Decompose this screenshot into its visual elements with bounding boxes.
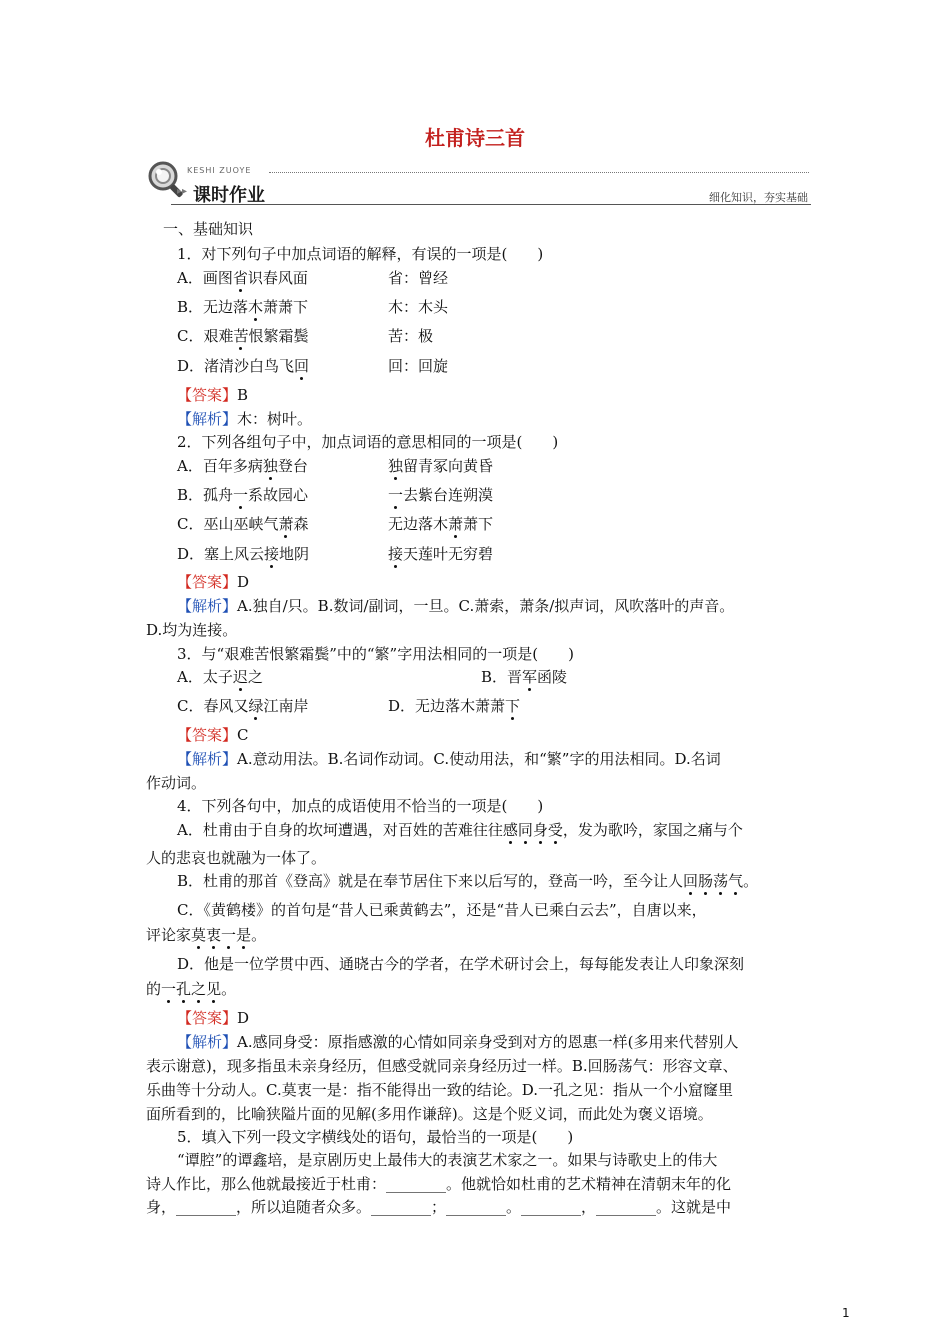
header-arrows: ▸▸	[177, 186, 188, 197]
q4-dotted-idiom-a	[503, 821, 563, 839]
emphasis-char: 气	[728, 872, 744, 890]
q4-option-c-line2: 评论家莫衷一是。	[146, 926, 267, 944]
q4-analysis-line3: 乐曲等十分动人。C.莫衷一是：指不能得出一致的结论。D.一孔之见：指从一个小窟窿里	[146, 1081, 733, 1099]
emphasis-char: 回	[683, 872, 699, 890]
q2-option-d-right: 接天莲叶无穷碧	[388, 545, 494, 563]
q2-option-b-left: B．孤舟一系故园心	[177, 486, 309, 504]
section-header	[143, 158, 810, 208]
q3-option-d: D．无边落木萧萧下	[388, 697, 521, 715]
q4-option-c-line1: C．《黄鹤楼》的首句是“昔人已乘黄鹤去”，还是“昔人已乘白云去”，自唐以来，	[177, 901, 707, 919]
emphasis-char: 感	[502, 821, 518, 839]
q1-option-d: D．渚清沙白鸟飞回	[177, 357, 310, 375]
q4-option-a-line1: A．杜甫由于自身的坎坷遭遇，对百姓的苦难往往感同身受，发为歌吟，家国之痛与个	[177, 821, 743, 839]
q5-paragraph-line3: 身，________，所以追随者众多。________；________。________，________。这就是中	[146, 1198, 732, 1216]
q1-option-b: B．无边落木萧萧下	[177, 298, 309, 316]
header-tagline: 细化知识，夯实基础	[709, 191, 808, 204]
emphasis-char: 身	[532, 821, 548, 839]
q1-option-c: C．艰难苦恨繁霜鬓	[177, 327, 309, 345]
header-label: 课时作业	[193, 185, 265, 206]
q4-analysis-line1: 【解析】A.感同身受：原指感激的心情如同亲身受到对方的恩惠一样(多用来代替别人	[177, 1033, 739, 1051]
emphasis-char: 一	[221, 926, 237, 944]
q2-option-a-left: A．百年多病独登台	[177, 457, 308, 475]
q4-analysis-line2: 表示谢意)，现多指虽未亲身经历，但感受就同亲身经历过一样。B.回肠荡气：形容文章、	[146, 1057, 738, 1075]
q4-option-d-line1: D．他是一位学贯中西、通晓古今的学者，在学术研讨会上，每每能发表让人印象深刻	[177, 955, 745, 973]
q5-stem: 5．填入下列一段文字横线处的语句，最恰当的一项是( )	[177, 1128, 574, 1146]
q1-analysis: 【解析】木：树叶。	[177, 410, 313, 428]
q1-option-a: A．画图省识春风面	[177, 269, 308, 287]
q4-analysis-line4: 面所看到的，比喻狭隘片面的见解(多用作谦辞)。这是个贬义词，而此处为褒义语境。	[146, 1105, 713, 1123]
q2-answer: 【答案】D	[177, 573, 250, 591]
q1-option-c-explanation: 苦：极	[388, 327, 434, 345]
q1-option-a-explanation: 省：曾经	[388, 269, 449, 287]
q5-paragraph-line1: “谭腔”的谭鑫培，是京剧历史上最伟大的表演艺术家之一。如果与诗歌史上的伟大	[177, 1151, 718, 1169]
q1-answer: 【答案】B	[177, 386, 249, 404]
q3-option-a: A．太子迟之	[177, 668, 263, 686]
q3-option-c: C．春风又绿江南岸	[177, 697, 309, 715]
header-pinyin: KESHI ZUOYE	[187, 166, 252, 175]
q2-analysis-line1: 【解析】A.独自/只。B.数词/副词，一旦。C.萧索，萧条/拟声词，风吹落叶的声音。	[177, 597, 735, 615]
q3-stem: 3．与“艰难苦恨繁霜鬓”中的“繁”字用法相同的一项是( )	[177, 645, 574, 663]
emphasis-char: 荡	[713, 872, 729, 890]
emphasis-char: 是	[236, 926, 252, 944]
q4-option-d-line2: 的一孔之见。	[146, 980, 237, 998]
q2-analysis-line2: D.均为连接。	[146, 621, 238, 639]
q3-answer: 【答案】C	[177, 726, 249, 744]
q4-stem: 4．下列各句中，加点的成语使用不恰当的一项是( )	[177, 797, 544, 815]
q1-option-d-explanation: 回：回旋	[388, 357, 449, 375]
q2-option-c-right: 无边落木萧萧下	[388, 515, 494, 533]
emphasis-char: 同	[517, 821, 533, 839]
q3-analysis-line1: 【解析】A.意动用法。B.名词作动词。C.使动用法，和“繁”字的用法相同。D.名词	[177, 750, 721, 768]
q1-stem: 1．对下列句子中加点词语的解释，有误的一项是( )	[177, 245, 544, 263]
q4-option-a-line2: 人的悲哀也就融为一体了。	[146, 849, 327, 867]
page-number: 1	[842, 1306, 850, 1320]
q2-option-a-right: 独留青冢向黄昏	[388, 457, 494, 475]
emphasis-char: 衷	[206, 926, 222, 944]
q2-stem: 2．下列各组句子中，加点词语的意思相同的一项是( )	[177, 433, 559, 451]
header-dotted-rule	[269, 172, 809, 173]
emphasis-char: 孔	[176, 980, 192, 998]
q2-option-b-right: 一去紫台连朔漠	[388, 486, 494, 504]
emphasis-char: 莫	[191, 926, 207, 944]
q3-option-b: B．晋军函陵	[481, 668, 568, 686]
q2-option-d-left: D．塞上风云接地阴	[177, 545, 310, 563]
section-heading: 一、基础知识	[163, 220, 254, 238]
emphasis-char: 一	[161, 980, 177, 998]
q4-option-b: B．杜甫的那首《登高》就是在奉节居住下来以后写的，登高一吟，至今让人回肠荡气。	[177, 872, 759, 890]
emphasis-char: 肠	[698, 872, 714, 890]
emphasis-char: 受	[547, 821, 563, 839]
q1-option-b-explanation: 木：木头	[388, 298, 449, 316]
q2-option-c-left: C．巫山巫峡气萧森	[177, 515, 309, 533]
emphasis-char: 见	[206, 980, 222, 998]
q4-answer: 【答案】D	[177, 1009, 250, 1027]
q5-paragraph-line2: 诗人作比，那么他就最接近于杜甫：________。他就恰如杜甫的艺术精神在清朝末年的化	[146, 1175, 732, 1193]
header-rule	[171, 204, 811, 205]
q3-analysis-line2: 作动词。	[146, 774, 207, 792]
emphasis-char: 之	[191, 980, 207, 998]
page-title: 杜甫诗三首	[425, 126, 525, 150]
